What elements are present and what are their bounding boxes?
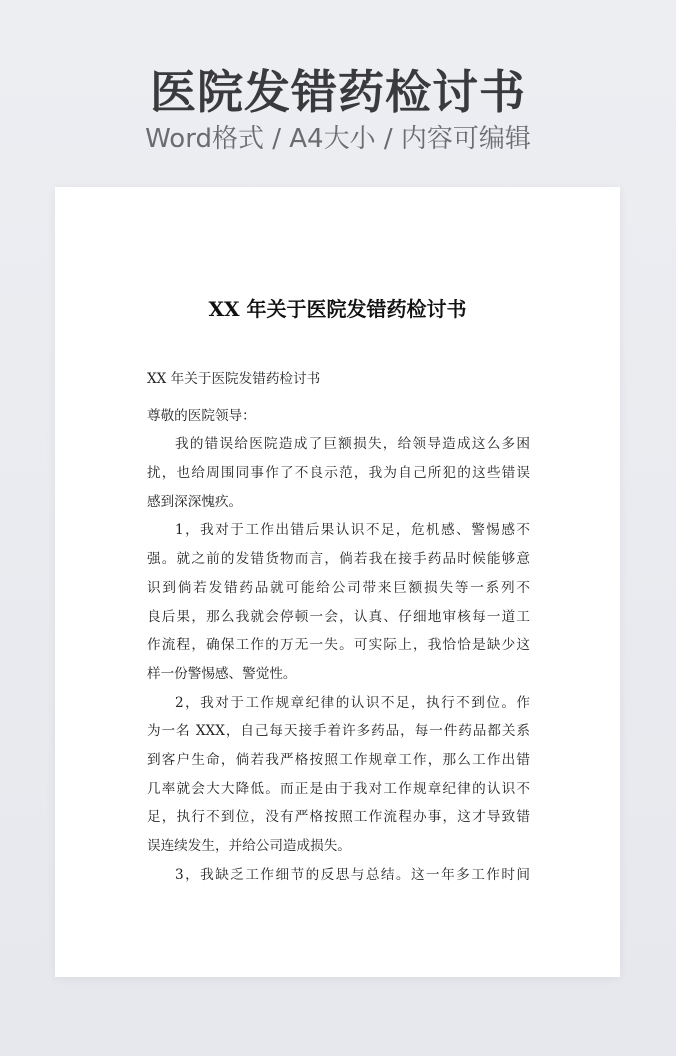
doc-line: 作流程，确保工作的万无一失。可实际上，我恰恰是缺少这 bbox=[147, 637, 530, 654]
paragraph-gap bbox=[147, 394, 530, 402]
main-title: 医院发错药检讨书 bbox=[150, 65, 526, 119]
doc-line: 2，我对于工作规章纪律的认识不足，执行不到位。作 bbox=[175, 694, 530, 711]
document-body bbox=[147, 365, 530, 889]
doc-line-salutation: 尊敬的医院领导： bbox=[147, 407, 256, 424]
doc-line: 3，我缺乏工作细节的反思与总结。这一年多工作时间 bbox=[175, 866, 530, 883]
doc-line: 良后果，那么我就会停顿一会，认真、仔细地审核每一道工 bbox=[147, 608, 530, 625]
doc-line-heading: XX 年关于医院发错药检讨书 bbox=[147, 371, 321, 387]
doc-line: 样一份警惕感、警觉性。 bbox=[147, 665, 297, 682]
doc-line: 足，执行不到位，没有严格按照工作流程办事，这才导致错 bbox=[147, 809, 530, 826]
subtitle: Word格式 / A4大小 / 内容可编辑 bbox=[145, 124, 531, 154]
doc-line: 识到倘若发错药品就可能给公司带来巨额损失等一系列不 bbox=[147, 579, 530, 596]
header bbox=[0, 62, 676, 156]
doc-line: 误连续发生，并给公司造成损失。 bbox=[147, 838, 351, 854]
doc-line: 强。就之前的发错货物而言，倘若我在接手药品时候能够意 bbox=[147, 551, 530, 568]
doc-line: 感到深深愧疚。 bbox=[147, 493, 243, 510]
document-title: XX 年关于医院发错药检讨书 bbox=[208, 297, 467, 321]
doc-line: 到客户生命，倘若我严格按照工作规章工作，那么工作出错 bbox=[147, 751, 530, 768]
doc-line: 我的错误给医院造成了巨额损失，给领导造成这么多困 bbox=[175, 436, 530, 453]
doc-line: 几率就会大大降低。而正是由于我对工作规章纪律的认识不 bbox=[147, 780, 530, 797]
doc-line: 1，我对于工作出错后果认识不足，危机感、警惕感不 bbox=[175, 522, 530, 539]
doc-line: 扰，也给周围同事作了不良示范，我为自己所犯的这些错误 bbox=[147, 465, 530, 482]
doc-line: 为一名 XXX，自己每天接手着许多药品，每一件药品都关系 bbox=[147, 723, 530, 740]
document-page bbox=[55, 187, 620, 977]
